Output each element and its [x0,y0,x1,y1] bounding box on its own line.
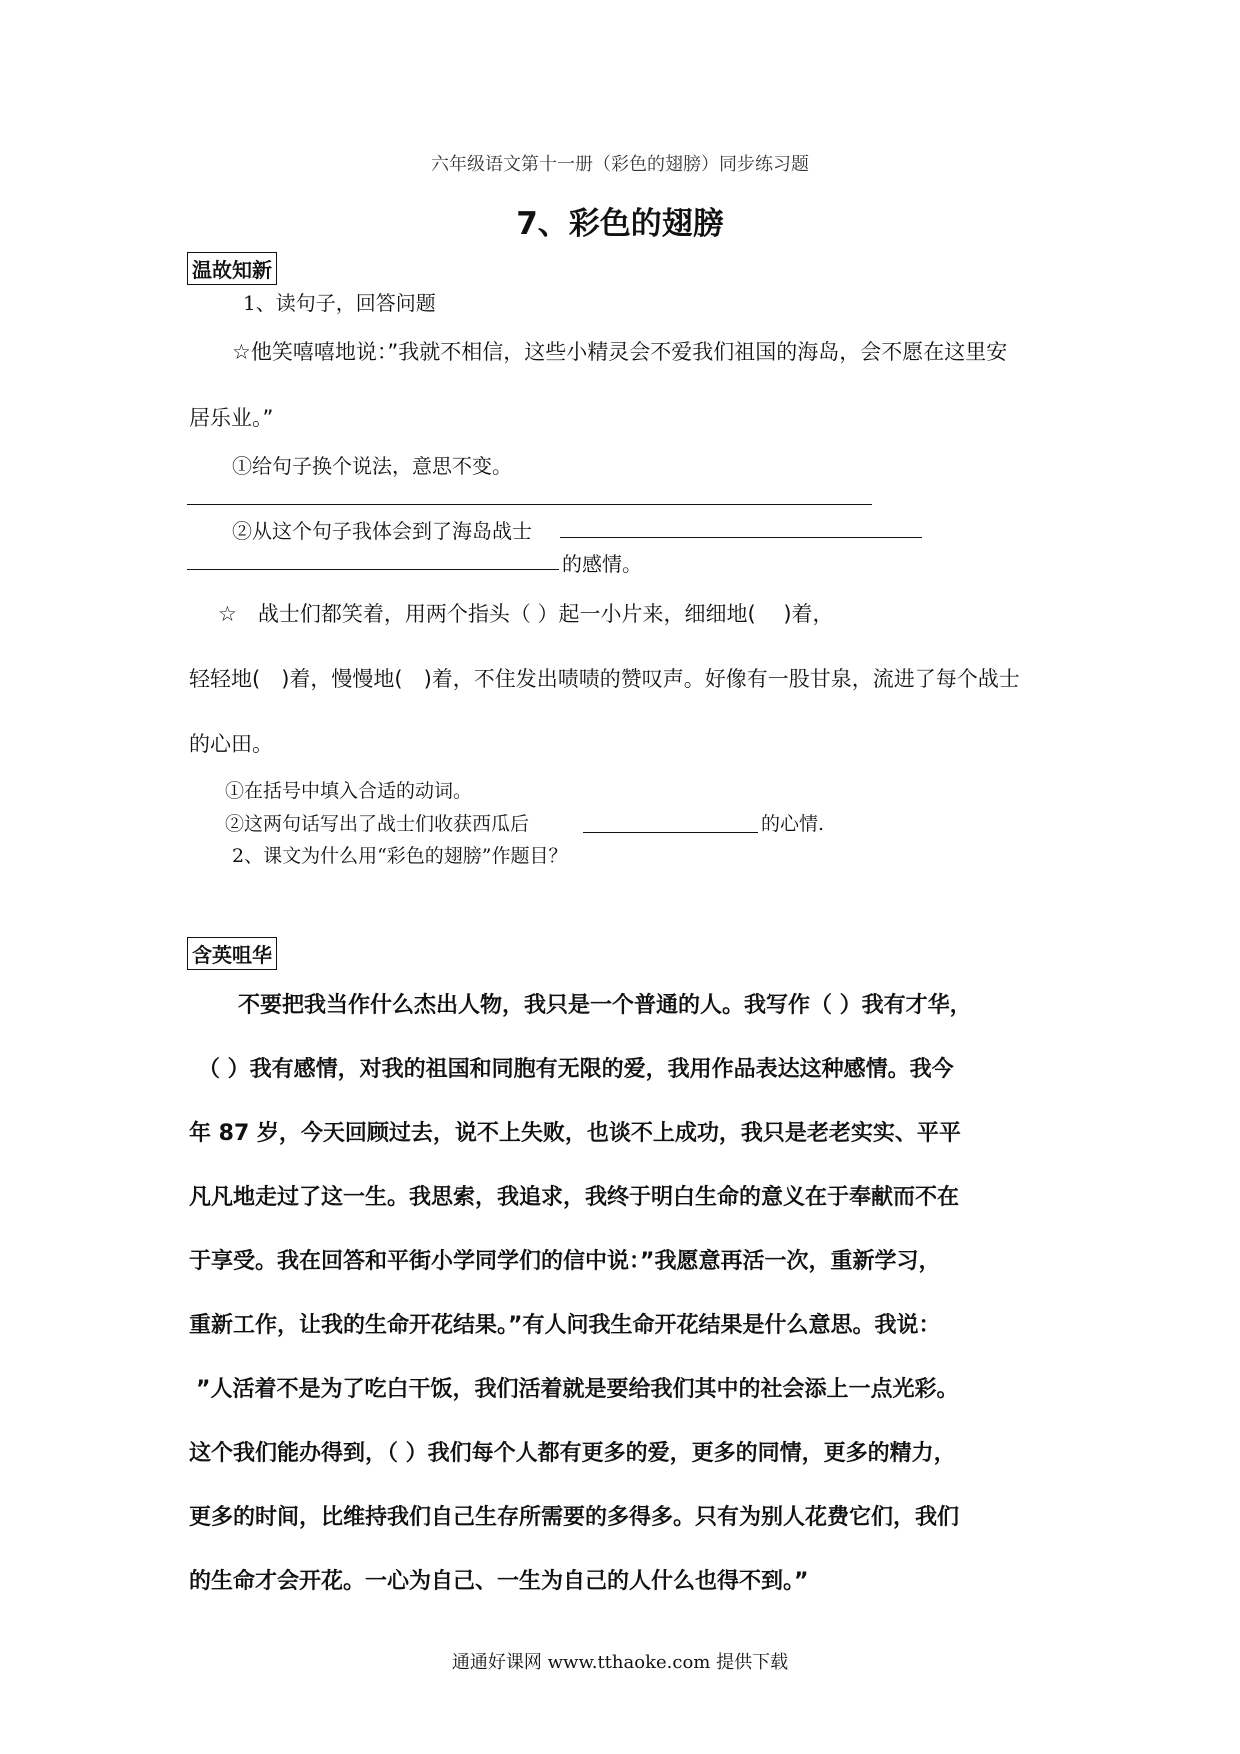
subquestion-4-start: ②这两句话写出了战士们收获西瓜后 [225,813,530,835]
passage-line: 年 87 岁，今天回顾过去，说不上失败，也谈不上成功，我只是老老实实、平平 [189,1121,961,1146]
passage-line: 不要把我当作什么杰出人物，我只是一个普通的人。我写作（ ）我有才华， [238,993,972,1018]
quote-2-line-3: 的心田。 [189,732,273,756]
quote-1-line-1: ☆他笑嘻嘻地说：”我就不相信，这些小精灵会不爱我们祖国的海岛，会不愿在这里安 [232,340,1008,364]
answer-line-2b[interactable] [187,569,559,570]
passage-line: 重新工作，让我的生命开花结果。”有人问我生命开花结果是什么意思。我说： [189,1313,941,1338]
subquestion-3: ①在括号中填入合适的动词。 [225,780,473,802]
passage-line: 的生命才会开花。一心为自己、一生为自己的人什么也得不到。” [189,1569,809,1594]
document-title: 7、彩色的翅膀 [516,206,724,242]
subquestion-2-end: 的感情。 [562,552,642,576]
subquestion-2-start: ②从这个句子我体会到了海岛战士 [232,519,532,543]
passage-line: 凡凡地走过了这一生。我思索，我追求，我终于明白生命的意义在于奉献而不在 [189,1185,960,1210]
quote-2-line-1: ☆ 战士们都笑着，用两个指头（ ）起一小片来，细细地( )着， [218,602,834,626]
subquestion-4-end: 的心情. [761,813,825,835]
answer-line-4[interactable] [583,832,758,833]
passage-line: 更多的时间，比维持我们自己生存所需要的多得多。只有为别人花费它们，我们 [189,1505,960,1530]
question-2: 2、课文为什么用“彩色的翅膀”作题目？ [232,845,568,867]
passage-line: 于享受。我在回答和平街小学同学们的信中说：”我愿意再活一次，重新学习， [189,1249,941,1274]
quote-2-line-2: 轻轻地( )着，慢慢地( )着，不住发出啧啧的赞叹声。好像有一股甘泉，流进了每个战士 [189,667,1020,691]
section-label-reading: 含英咀华 [187,937,277,970]
subquestion-1: ①给句子换个说法，意思不变。 [232,454,512,478]
passage-line: ”人活着不是为了吃白干饭，我们活着就是要给我们其中的社会添上一点光彩。 [196,1377,959,1402]
passage-line: 这个我们能办得到，（ ）我们每个人都有更多的爱，更多的同情，更多的精力， [189,1441,956,1466]
question-1-heading: 1、读句子，回答问题 [243,291,436,315]
answer-line-1[interactable] [187,504,872,505]
section-label-review: 温故知新 [187,252,277,285]
passage-line: （ ）我有感情，对我的祖国和同胞有无限的爱，我用作品表达这种感情。我今 [198,1057,954,1082]
page-footer: 通通好课网 www.tthaoke.com 提供下载 [451,1652,789,1673]
document-header: 六年级语文第十一册（彩色的翅膀）同步练习题 [431,154,809,175]
answer-line-2a[interactable] [560,537,922,538]
quote-1-line-2: 居乐业。” [189,406,274,430]
